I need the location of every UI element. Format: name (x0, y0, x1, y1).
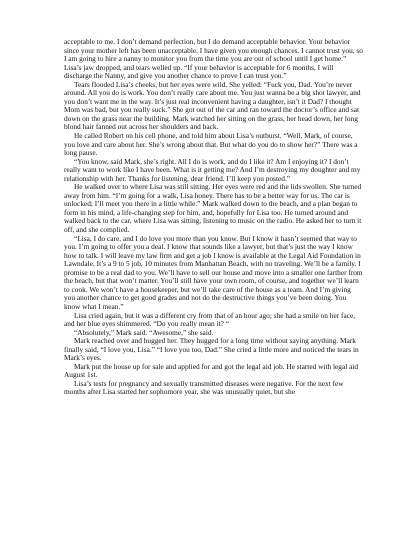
paragraph-7: Lisa cried again, but it was a different cry from that of an hour ago; she had a smile on her face, and her blue eyes shimmered. “Do you really mean it? “ (64, 310, 356, 329)
paragraph-1: acceptable to me. I don’t demand perfection, but I do demand acceptable behavior. Your behavior since your mother left has been unacceptable. I have given you enough chances. I cannot trust you, so I am going to hire a nanny to monitor you from the time you are out of school until I get home.” Lisa’s jaw dropped, and tears welled up. “If your behavior is acceptable for 6 months, I will discharge the Nanny, and give you another chance to prove I can trust you.” (64, 37, 363, 81)
paragraph-6: “Lisa, I do care, and I do love you more than you know. But I know it hasn’t seemed that way to you. I’m going to offer you a deal. I know that sounds like a lawyer, but that’s just the way I know how to talk. I will leave my law firm and get a job I know is available at the Legal Aid Foundation in Lawndale. It’s a 9 to 5 job, 10 minutes from Manhattan Beach, with no traveling. We’ll be a family. I promise to be a real dad to you. We’ll have to sell our house and move into a smaller one farther from the beach, but that won’t matter. You’ll still have your own room, of course, and together we’ll learn to cook. We won’t have a housekeeper, but we’ll take care of the house as a team. And I’m giving you another chance to get good grades and not do the destructive things you’ve been doing. You know what I mean.” (64, 233, 363, 311)
paragraph-2: Tears flooded Lisa’s cheeks, but her eyes were wild. She yelled: “Fuck you, Dad. You’re never around. All you do is work. You don’t really care about me. You just wanna be a big shot lawyer, and you don’t want me in the way. It’s just real inconvenient having a daughter, isn’t it Dad? I thought Mom was bad, but you really suck.” She got out of the car and ran toward the doctor’s office and sat down on the grass near the building. Mark watched her sitting on the grass, her head down, her long blond hair fanned out across her shoulders and back. (64, 79, 361, 132)
body-text (64, 38, 363, 397)
paragraph-3: He called Robert on his cell phone, and told him about Lisa’s outburst. “Well, Mark, of course, you love and care about her. She’s wrong about that. But what do you do to show her?” There was a long pause. (64, 131, 358, 158)
paragraph-10: Mark put the house up for sale and applied for and got the legal aid job. He started with legal aid August 1st. (64, 361, 359, 380)
paragraph-9: Mark reached over and hugged her. They hugged for a long time without saying anything. Mark finally said, “I love you, Lisa.” “I love you too, Dad.” She cried a little more and noticed the tears in Mark’s eyes. (64, 336, 359, 363)
paragraph-5: He walked over to where Lisa was still sitting. Her eyes were red and the lids swollen. She turned away from him. “I’m going for a walk, Lisa honey. There has to be a better way for us. The car is unlocked; I’ll meet you there in a little while.” Mark walked down to the beach, and a plan began to form in his mind, a life-changing step for him, and, hopefully for Lisa too. He turned around and walked back to the car, where Lisa was sitting, listening to music on the radio. He asked her to turn it off, and she complied. (64, 182, 362, 235)
paragraph-8: “Absolutely,” Mark said. “Awesome,” she said. (74, 327, 214, 337)
paragraph-4: “You know, said Mark, she’s right. All I do is work, and do I like it? Am I enjoying it? I don’t really want to work like I have been. What is it getting me? And I’m destroying my doughter and my relationship with her. Thanks for listening, dear friend. I’ll keep you posted.” (64, 156, 361, 183)
paragraph-11: Lisa’s tests for pregnancy and sexually transmitted diseases were negative. For the next few months after Lisa started her sophomore year, she was unusually quiet, but she (64, 378, 344, 397)
